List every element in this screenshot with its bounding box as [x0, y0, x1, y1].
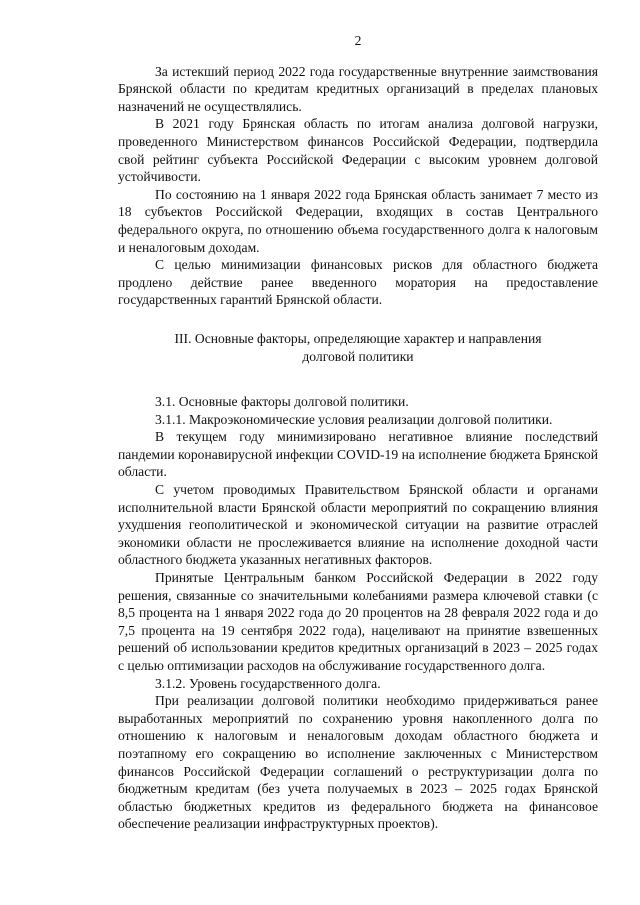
paragraph-geopolitical: С учетом проводимых Правительством Брянской области и органами исполнительной власти Брянской области мероприятий по сокращению влияния ухудшения геополитической и экономической ситуации на развитие отраслей экономики области не прослеживается влияние на исполнение доходной части областного бюджета указанных негативных факторов.	[118, 482, 598, 568]
section-heading-line-2: долговой политики	[302, 348, 414, 364]
paragraph-key-rate: Принятые Центральным банком Российской Федерации в 2022 году решения, связанные со значительными колебаниями размера ключевой ставки (с 8,5 процента на 1 января 2022 года до 20 процентов на 28 февраля 2022 года и до 7,5 процента на 19 сентября 2022 года), нацеливают на принятие взвешенных решений об использовании кредитов кредитных организаций в 2023 – 2025 годах с целью оптимизации расходов на обслуживание государственного долга.	[118, 570, 598, 673]
paragraph-ranking: По состоянию на 1 января 2022 года Брянская область занимает 7 место из 18 субъектов Российской Федерации, входящих в состав Центрального федерального округа, по отношению объема государственного долга к налоговым и неналоговым доходам.	[118, 186, 598, 255]
section-heading-line-1: III. Основные факторы, определяющие характер и направления	[174, 330, 542, 346]
paragraph-borrowings: За истекший период 2022 года государственные внутренние заимствования Брянской области по кредитам кредитных организаций в пределах плановых назначений не осуществлялись.	[118, 63, 598, 114]
paragraph-moratorium: С целью минимизации финансовых рисков для областного бюджета продлено действие ранее введенного моратория на предоставление государственных гарантий Брянской области.	[118, 257, 598, 308]
paragraph-covid: В текущем году минимизировано негативное влияние последствий пандемии коронавирусной инфекции COVID-19 на исполнение бюджета Брянской области.	[118, 429, 598, 480]
section-heading	[118, 330, 598, 365]
paragraph-rating: В 2021 году Брянская область по итогам анализа долговой нагрузки, проведенного Министерством финансов Российской Федерации, подтвердила свой рейтинг субъекта Российской Федерации с высоким уровнем долговой устойчивости.	[118, 116, 598, 185]
paragraph-debt-level: При реализации долговой политики необходимо придерживаться ранее выработанных мероприятий по сохранению уровня накопленного долга по отношению к налоговым и неналоговым доходам областного бюджета и поэтапному его сокращению во исполнение заключенных с Министерством финансов Российской Федерации соглашений о реструктуризации долга по бюджетным кредитам (без учета получаемых в 2023 – 2025 годах Брянской областью бюджетных кредитов из федерального бюджета на финансовое обеспечение реализации инфраструктурных проектов).	[118, 693, 598, 832]
subsection-3-1: 3.1. Основные факторы долговой политики.	[155, 394, 409, 410]
subsection-3-1-1: 3.1.1. Макроэкономические условия реализации долговой политики.	[155, 411, 553, 427]
page-number: 2	[354, 33, 362, 48]
subsection-3-1-2: 3.1.2. Уровень государственного долга.	[155, 675, 381, 691]
